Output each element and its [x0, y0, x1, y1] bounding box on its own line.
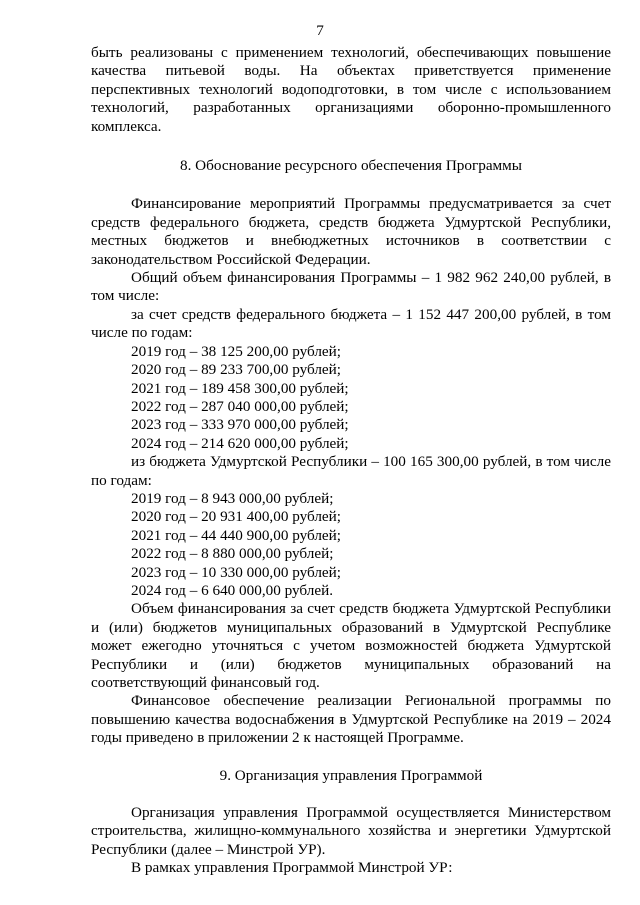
regional-year-item: 2023 год – 10 330 000,00 рублей;: [131, 563, 342, 581]
federal-year-item: 2023 год – 333 970 000,00 рублей;: [131, 416, 349, 434]
regional-year-item: 2019 год – 8 943 000,00 рублей;: [131, 489, 334, 507]
section-8-paragraph-volume: Объем финансирования за счет средств бюджета Удмуртской Республики и (или) бюджетов муниципальных образований в Удмуртской Республике может ежегодно уточняться с учетом возможностей бюджета Удмуртской Республики и (или) бюджетов муниципальных образований на соответствующий финансовый год.: [91, 600, 611, 691]
federal-year-item: 2024 год – 214 620 000,00 рублей;: [131, 434, 349, 452]
federal-year-item: 2022 год – 287 040 000,00 рублей;: [131, 397, 349, 415]
section-9-paragraph-management: В рамках управления Программой Минстрой УР:: [131, 859, 453, 877]
page-number: 7: [316, 22, 324, 39]
regional-year-item: 2024 год – 6 640 000,00 рублей.: [131, 581, 334, 599]
regional-year-item: 2020 год – 20 931 400,00 рублей;: [131, 508, 342, 526]
section-9-paragraph-organization: Организация управления Программой осуществляется Министерством строительства, жилищно-коммунального хозяйства и энергетики Удмуртской Республики (далее – Минстрой УР).: [91, 804, 611, 858]
federal-budget-intro: за счет средств федерального бюджета – 1 152 447 200,00 рублей, в том числе по годам:: [91, 305, 611, 342]
intro-paragraph: быть реализованы с применением технологий, обеспечивающих повышение качества питьевой воды. На объектах приветствуется применение перспективных технологий водоподготовки, в том числе с использованием технологий, разработанных организациями оборонно-промышленного комплекса.: [91, 44, 611, 135]
section-8-paragraph-financing: Финансирование мероприятий Программы предусматривается за счет средств федерального бюджета, средств бюджета Удмуртской Республики, местных бюджетов и внебюджетных источников в соответствии с законодательством Российской Федерации.: [91, 195, 611, 268]
regional-year-item: 2021 год – 44 440 900,00 рублей;: [131, 526, 342, 544]
section-8-heading: 8. Обоснование ресурсного обеспечения Программы: [179, 157, 522, 175]
federal-year-item: 2020 год – 89 233 700,00 рублей;: [131, 361, 342, 379]
regional-budget-intro: из бюджета Удмуртской Республики – 100 165 300,00 рублей, в том числе по годам:: [91, 453, 611, 489]
federal-year-item: 2021 год – 189 458 300,00 рублей;: [131, 379, 349, 397]
section-8-paragraph-total: Общий объем финансирования Программы – 1 982 962 240,00 рублей, в том числе:: [91, 269, 611, 305]
section-9-heading: 9. Организация управления Программой: [219, 766, 483, 784]
regional-year-item: 2022 год – 8 880 000,00 рублей;: [131, 545, 334, 563]
federal-year-item: 2019 год – 38 125 200,00 рублей;: [131, 342, 342, 360]
section-8-paragraph-support: Финансовое обеспечение реализации Региональной программы по повышению качества водоснабжения в Удмуртской Республике на 2019 – 2024 годы приведено в приложении 2 к настоящей Программе.: [91, 692, 611, 747]
document-body: [91, 44, 611, 878]
